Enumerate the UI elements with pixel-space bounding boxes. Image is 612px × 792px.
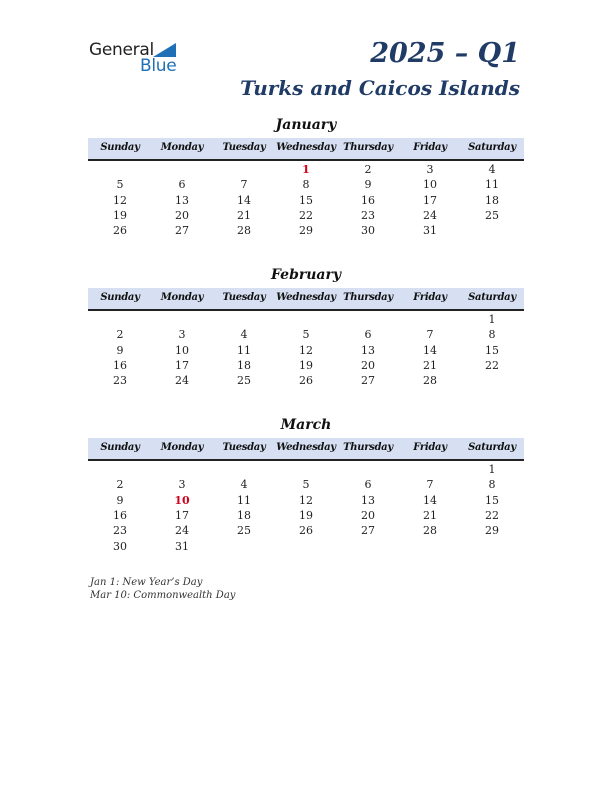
day-cell: 22: [485, 358, 499, 372]
day-cell: 14: [423, 493, 437, 507]
day-cell: 25: [237, 524, 251, 538]
day-cell: 5: [302, 478, 310, 492]
day-cell: 11: [485, 178, 499, 192]
day-cell: 13: [175, 193, 189, 207]
day-cell: 19: [299, 508, 313, 522]
day-cell: 10: [423, 178, 437, 192]
logo: [89, 40, 189, 76]
day-cell: 14: [237, 193, 251, 207]
day-cell: 6: [364, 478, 372, 492]
day-cell: 8: [488, 328, 496, 342]
day-cell: 15: [485, 493, 499, 507]
day-cell: 30: [113, 539, 127, 553]
weekday-saturday: Saturday: [468, 292, 516, 303]
day-cell: 18: [237, 358, 251, 372]
weekday-friday: Friday: [413, 442, 447, 453]
day-cell: 8: [488, 478, 496, 492]
day-cell: 1: [488, 313, 496, 326]
day-cell: 12: [113, 193, 127, 207]
day-cell: 3: [178, 478, 186, 492]
weekday-tuesday: Tuesday: [222, 142, 266, 153]
day-cell: 15: [485, 343, 499, 357]
weekday-monday: Monday: [160, 442, 204, 453]
weekday-sunday: Sunday: [100, 142, 140, 153]
day-cell: 26: [299, 524, 313, 538]
day-cell: 29: [485, 524, 499, 538]
day-cell: 25: [237, 374, 251, 388]
day-cell: 19: [113, 208, 127, 222]
day-cell: 26: [299, 374, 313, 388]
weekday-sunday: Sunday: [100, 442, 140, 453]
day-cell: 1: [488, 463, 496, 476]
month-title: March: [280, 417, 332, 433]
day-cell: 14: [423, 343, 437, 357]
day-cell: 2: [116, 478, 124, 492]
day-cell: 8: [302, 178, 310, 192]
day-cell: 5: [116, 178, 124, 192]
day-cell: 6: [178, 178, 186, 192]
day-cell: 2: [116, 328, 124, 342]
day-cell: 7: [426, 478, 434, 492]
day-cell: 5: [302, 328, 310, 342]
day-cell: 2: [364, 163, 372, 176]
holiday-notes: [90, 576, 235, 602]
weekday-wednesday: Wednesday: [276, 442, 336, 453]
day-cell: 10: [175, 343, 189, 357]
weekday-monday: Monday: [160, 292, 204, 303]
day-cell: 23: [113, 374, 127, 388]
weekday-friday: Friday: [413, 142, 447, 153]
month-title: January: [275, 117, 337, 133]
weekday-header: [88, 288, 524, 311]
weekday-thursday: Thursday: [343, 142, 393, 153]
holiday-note: Jan 1: New Year’s Day: [90, 577, 203, 588]
day-cell: 16: [361, 193, 375, 207]
day-cell: 21: [237, 208, 251, 222]
day-cell: 20: [361, 508, 375, 522]
day-cell: 22: [485, 508, 499, 522]
day-cell: 24: [423, 208, 437, 222]
day-cell: 7: [426, 328, 434, 342]
weekday-monday: Monday: [160, 142, 204, 153]
day-cell: 29: [299, 224, 313, 238]
day-cell: 3: [178, 328, 186, 342]
weekday-tuesday: Tuesday: [222, 442, 266, 453]
day-cell: 27: [361, 374, 375, 388]
page-subtitle: Turks and Caicos Islands: [240, 76, 520, 100]
day-cell: 13: [361, 493, 375, 507]
weekday-sunday: Sunday: [100, 292, 140, 303]
day-cell: 28: [423, 524, 437, 538]
day-cell: 28: [237, 224, 251, 238]
day-cell: 15: [299, 193, 313, 207]
day-cell: 25: [485, 208, 499, 222]
day-cell: 11: [237, 493, 251, 507]
day-cell: 9: [364, 178, 372, 192]
month-title: February: [270, 267, 341, 283]
day-cell: 11: [237, 343, 251, 357]
weekday-thursday: Thursday: [343, 292, 393, 303]
day-cell: 12: [299, 343, 313, 357]
day-cell: 27: [361, 524, 375, 538]
holiday-note: Mar 10: Commonwealth Day: [90, 590, 236, 601]
day-cell: 16: [113, 358, 127, 372]
day-cell: 23: [361, 208, 375, 222]
day-cell: 9: [116, 343, 124, 357]
day-cell: 17: [175, 358, 189, 372]
day-cell: 4: [240, 478, 248, 492]
day-cell: 4: [240, 328, 248, 342]
logo-blue-text: Blue: [140, 56, 177, 76]
day-cell: 17: [423, 193, 437, 207]
day-cell: 23: [113, 524, 127, 538]
day-cell: 30: [361, 224, 375, 238]
holiday-day-cell: 1: [302, 163, 310, 176]
page-title: 2025 – Q1: [370, 38, 520, 69]
day-cell: 16: [113, 508, 127, 522]
weekday-tuesday: Tuesday: [222, 292, 266, 303]
day-cell: 26: [113, 224, 127, 238]
weekday-header: [88, 138, 524, 161]
day-cell: 7: [240, 178, 248, 192]
day-cell: 20: [175, 208, 189, 222]
day-cell: 20: [361, 358, 375, 372]
day-cell: 27: [175, 224, 189, 238]
day-cell: 18: [485, 193, 499, 207]
day-cell: 19: [299, 358, 313, 372]
weekday-friday: Friday: [413, 292, 447, 303]
day-cell: 13: [361, 343, 375, 357]
weekday-wednesday: Wednesday: [276, 292, 336, 303]
weekday-saturday: Saturday: [468, 442, 516, 453]
day-cell: 6: [364, 328, 372, 342]
logo-general-text: General: [89, 40, 154, 60]
day-cell: 24: [175, 374, 189, 388]
day-cell: 4: [488, 163, 496, 176]
day-cell: 24: [175, 524, 189, 538]
day-cell: 31: [423, 224, 437, 238]
day-cell: 9: [116, 493, 124, 507]
day-cell: 12: [299, 493, 313, 507]
weekday-header: [88, 438, 524, 461]
weekday-saturday: Saturday: [468, 142, 516, 153]
weekday-thursday: Thursday: [343, 442, 393, 453]
logo-triangle-icon: [153, 43, 176, 57]
day-cell: 3: [426, 163, 434, 176]
day-cell: 22: [299, 208, 313, 222]
day-cell: 21: [423, 508, 437, 522]
day-cell: 28: [423, 374, 437, 388]
day-cell: 17: [175, 508, 189, 522]
holiday-day-cell: 10: [174, 493, 190, 507]
day-cell: 31: [175, 539, 189, 553]
weekday-wednesday: Wednesday: [276, 142, 336, 153]
day-cell: 21: [423, 358, 437, 372]
day-cell: 18: [237, 508, 251, 522]
